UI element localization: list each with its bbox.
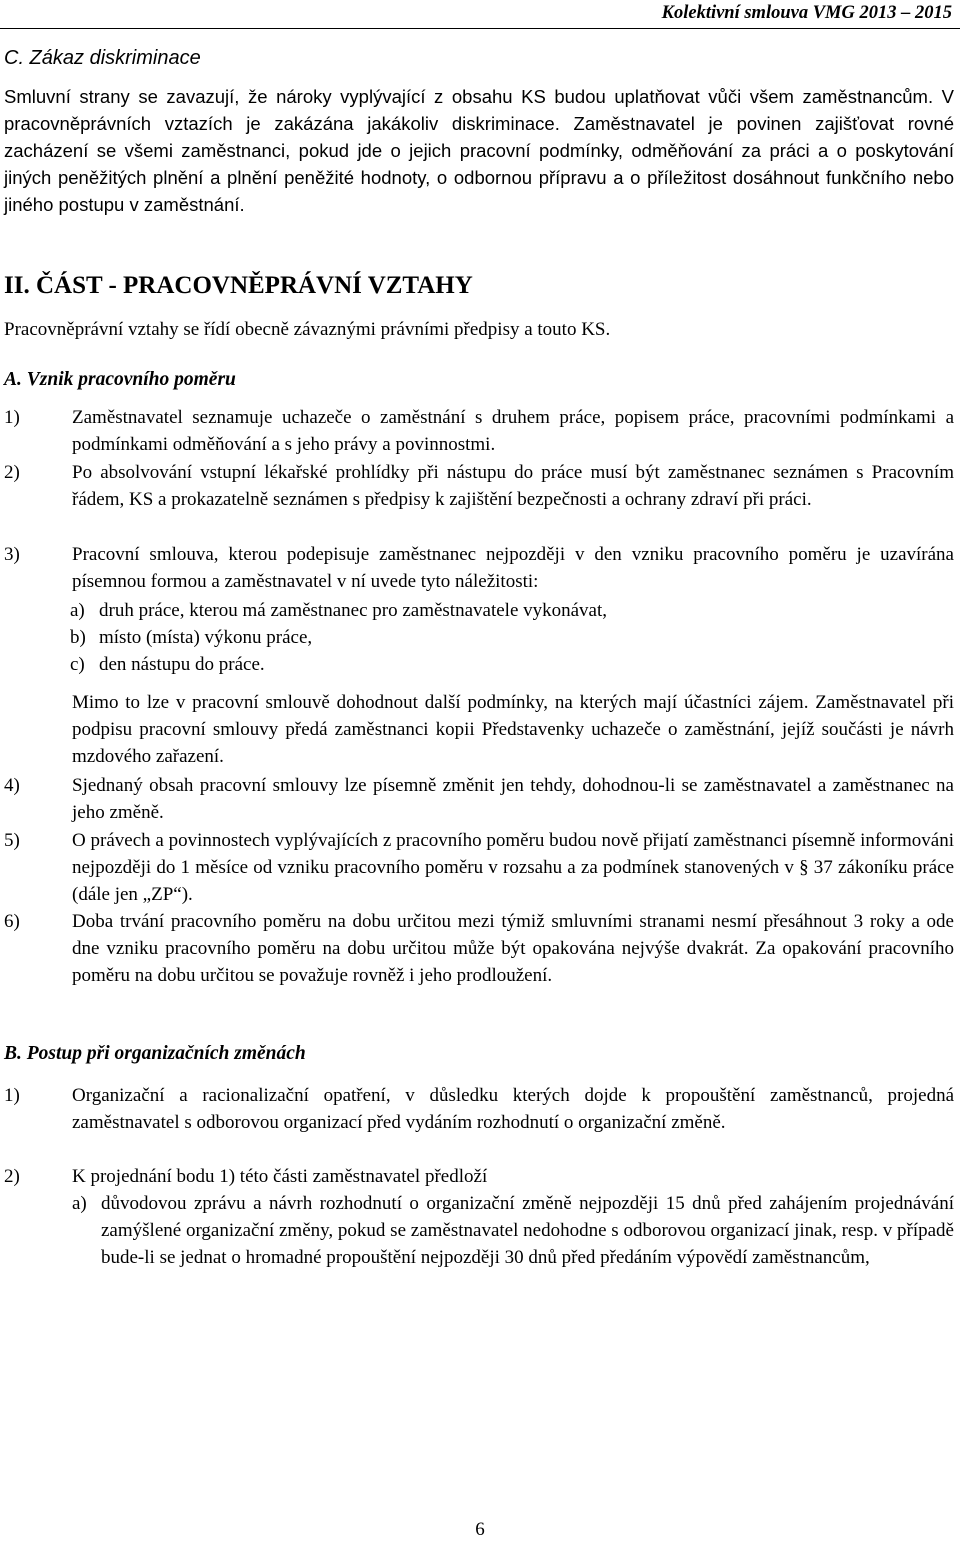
section-c-heading: C. Zákaz diskriminace (4, 47, 201, 69)
subitem-text: den nástupu do práce. (99, 654, 265, 675)
item-number: 2) (4, 1166, 20, 1187)
item-text: Sjednaný obsah pracovní smlouvy lze písemně změnit jen tehdy, dohodnou-li se zaměstnavatel a zaměstnanec na jeho změně. (72, 775, 954, 823)
item-number: 3) (4, 544, 20, 565)
subitem-text: druh práce, kterou má zaměstnanec pro zaměstnavatele vykonávat, (99, 600, 608, 621)
section-a-item-3 (4, 541, 954, 595)
part-ii-intro: Pracovněprávní vztahy se řídí obecně závaznými právními předpisy a touto KS. (4, 319, 611, 340)
item-text: Organizační a racionalizační opatření, v důsledku kterých dojde k propouštění zaměstnanců, projedná zaměstnavatel s odborovou organizací před vydáním rozhodnutí o organizační změně. (72, 1085, 954, 1133)
section-a-heading: A. Vznik pracovního poměru (4, 369, 236, 390)
item-number: 5) (4, 830, 20, 851)
item-number: 1) (4, 407, 20, 428)
section-a-item-3-after: Mimo to lze v pracovní smlouvě dohodnout další podmínky, na kterých mají účastníci zájem. Zaměstnavatel při podpisu pracovní smlouvy předá zaměstnanci kopii Představenky uchazeče o zaměstnání, jejíž součásti je návrh mzdového zařazení. (72, 692, 954, 767)
item-text: O právech a povinnostech vyplývajících z pracovního poměru budou nově přijatí zaměstnanci písemně informováni nejpozději do 1 měsíce od vzniku pracovního poměru v rozsahu a za podmínek stanovených v § 37 zákoníku práce (dále jen „ZP“). (72, 830, 954, 905)
section-a-item-3-sub-b (70, 624, 312, 651)
section-c-paragraph: Smluvní strany se zavazují, že nároky vyplývající z obsahu KS budou uplatňovat vůči všem zaměstnancům. V pracovněprávních vztazích je zakázána jakákoliv diskriminace. Zaměstnavatel je povinen zajišťovat rovné zacházení se všemi zaměstnanci, pokud jde o jejich pracovní podmínky, odměňování za práci a o poskytování jiných peněžitých plnění a plnění peněžité hodnoty, o odbornou přípravu a o příležitost dosáhnout funkčního nebo jiného postupu v zaměstnání. (4, 86, 954, 215)
header-rule (0, 28, 960, 29)
subitem-text: místo (místa) výkonu práce, (99, 627, 313, 648)
subitem-text: důvodovou zprávu a návrh rozhodnutí o organizační změně nejpozději 15 dnů před zahájením projednávání zamýšlené organizační změny, pokud se zaměstnavatel nedohodne s odborovou organizací jinak, resp. v případě bude-li se jednat o hromadné propouštění nejpozději 30 dnů před předáním výpovědí zaměstnancům, (101, 1193, 954, 1268)
section-a-item-4 (4, 772, 954, 826)
section-b-heading: B. Postup při organizačních změnách (4, 1043, 306, 1064)
page-number: 6 (475, 1519, 485, 1540)
item-number: 6) (4, 911, 20, 932)
item-text: Zaměstnavatel seznamuje uchazeče o zaměstnání s druhem práce, popisem práce, pracovními podmínkami a podmínkami odměňování a s jeho právy a povinnostmi. (72, 407, 954, 455)
item-text: Doba trvání pracovního poměru na dobu určitou mezi týmiž smluvními stranami nesmí přesáhnout 3 roky a ode dne vzniku pracovního poměru na dobu určitou může být opakována nejvýše dvakrát. Za opakování pracovního poměru na dobu určitou se považuje rovněž i jeho prodloužení. (72, 911, 954, 986)
section-b-item-1 (4, 1082, 954, 1136)
section-a-item-3-sub-a (70, 597, 607, 624)
subitem-label: b) (70, 627, 86, 648)
subitem-label: a) (70, 600, 85, 621)
item-number: 1) (4, 1085, 20, 1106)
item-text: Po absolvování vstupní lékařské prohlídky při nástupu do práce musí být zaměstnanec seznámen s Pracovním řádem, KS a prokazatelně seznámen s předpisy k zajištění bezpečnosti a ochrany zdraví při práci. (72, 462, 954, 510)
item-number: 4) (4, 775, 20, 796)
item-text: Pracovní smlouva, kterou podepisuje zaměstnanec nejpozději v den vzniku pracovního poměru je uzavírána písemnou formou a zaměstnavatel v ní uvede tyto náležitosti: (72, 544, 954, 592)
section-a-item-1 (4, 404, 954, 458)
section-b-item-2-sub-a (72, 1190, 954, 1271)
part-ii-heading: II. ČÁST - PRACOVNĚPRÁVNÍ VZTAHY (4, 272, 473, 299)
section-a-item-2 (4, 459, 954, 513)
header-title: Kolektivní smlouva VMG 2013 – 2015 (661, 3, 952, 23)
subitem-label: c) (70, 654, 85, 675)
section-a-item-5 (4, 827, 954, 908)
section-a-item-6 (4, 908, 954, 989)
item-number: 2) (4, 462, 20, 483)
subitem-label: a) (72, 1193, 87, 1214)
item-text: K projednání bodu 1) této části zaměstnavatel předloží (72, 1166, 488, 1187)
section-a-item-3-sub-c (70, 651, 265, 678)
section-b-item-2 (4, 1163, 954, 1190)
